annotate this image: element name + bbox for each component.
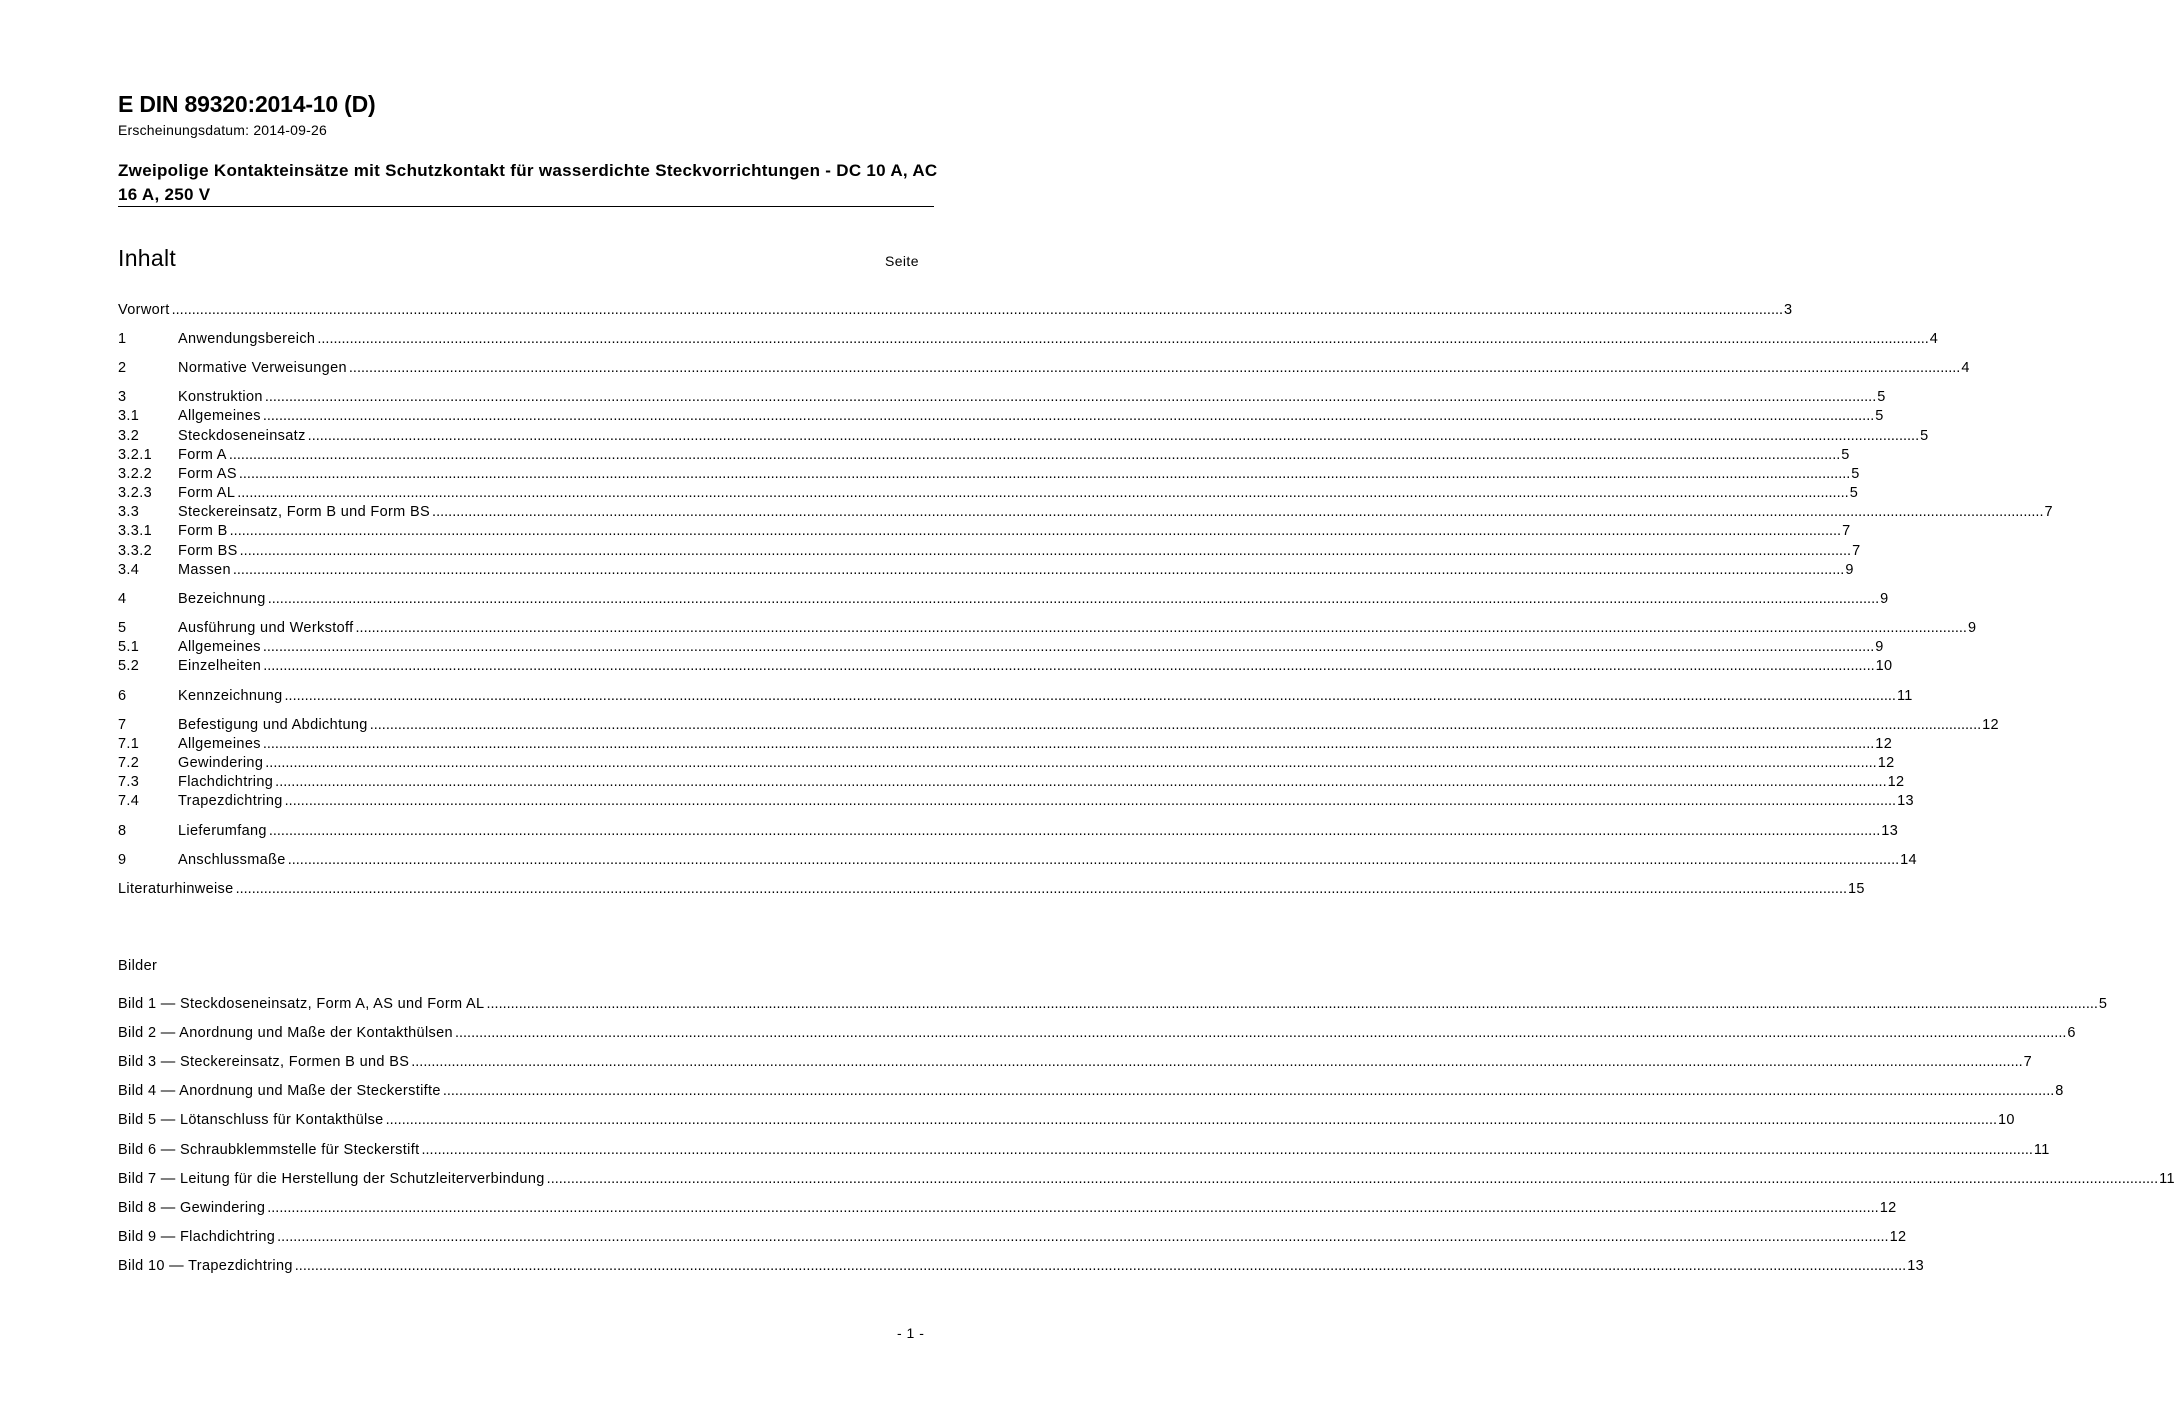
figures-heading: Bilder [118,958,158,974]
toc-entry-title: Ausführung und Werkstoff [178,620,354,636]
dot-leader: ................................................................................................................................................................................................................................................................................................................................................................................................................ [454,1025,2067,1041]
figure-entry[interactable] [118,1229,1907,1248]
toc-entry-page: 9 [1967,620,1977,636]
toc-entry[interactable] [118,717,1999,736]
figure-entry[interactable] [118,996,2108,1015]
toc-entry-title: Bild 6 — Schraubklemmstelle für Steckerstift [118,1142,420,1158]
toc-entry-number: 3.2.1 [118,447,152,463]
toc-entry-title: Konstruktion [178,389,263,405]
toc-entry-page: 6 [2067,1025,2076,1041]
toc-entry-title: Bezeichnung [178,591,266,607]
dot-leader: ................................................................................................................................................................................................................................................................................................................................................................................................................ [262,408,1875,424]
toc-entry-title: Trapezdichtring [178,793,283,809]
toc-entry[interactable] [118,360,1970,379]
toc-entry-page: 11 [2033,1142,2050,1158]
dot-leader: ................................................................................................................................................................................................................................................................................................................................................................................................................ [265,755,1877,771]
figure-entry[interactable] [118,1083,2064,1102]
toc-entry-page: 10 [1875,658,1893,674]
toc-entry-page: 10 [1998,1112,2015,1128]
toc-entry[interactable] [118,658,1893,677]
dot-leader: ................................................................................................................................................................................................................................................................................................................................................................................................................ [239,543,1852,559]
toc-entry-title: Befestigung und Abdichtung [178,717,368,733]
toc-entry-number: 5 [118,620,127,636]
dot-leader: ................................................................................................................................................................................................................................................................................................................................................................................................................ [267,1200,1879,1216]
toc-entry-number: 4 [118,591,127,607]
toc-entry-title: Anwendungsbereich [178,331,316,347]
toc-entry[interactable] [118,639,1884,658]
toc-entry-title: Steckereinsatz, Form B und Form BS [178,504,431,520]
toc-entry-number: 5.2 [118,658,140,674]
toc-entry[interactable] [118,620,1977,639]
dot-leader: ................................................................................................................................................................................................................................................................................................................................................................................................................ [432,504,2044,520]
dot-leader: ................................................................................................................................................................................................................................................................................................................................................................................................................ [262,736,1875,752]
toc-entry[interactable] [118,736,1893,755]
toc-entry-number: 3.4 [118,562,140,578]
figure-entry[interactable] [118,1112,2015,1131]
toc-entry-page: 14 [1900,852,1917,868]
toc-entry-title: Gewindering [178,755,264,771]
toc-entry-page: 11 [2159,1171,2175,1187]
toc-entry-title: Form AS [178,466,237,482]
toc-entry-page: 12 [1877,755,1895,771]
toc-entry-page: 7 [1852,543,1861,559]
dot-leader: ................................................................................................................................................................................................................................................................................................................................................................................................................ [267,591,1880,607]
toc-entry[interactable] [118,408,1884,427]
toc-entry-page: 3 [1784,302,1793,318]
toc-entry-number: 9 [118,852,127,868]
toc-entry-number: 3.3.2 [118,543,152,559]
toc-entry-page: 5 [2098,996,2108,1012]
toc-entry-page: 11 [1896,688,1913,704]
dot-leader: ................................................................................................................................................................................................................................................................................................................................................................................................................ [264,389,1877,405]
toc-heading: Inhalt [118,245,177,271]
dot-leader: ................................................................................................................................................................................................................................................................................................................................................................................................................ [268,823,1881,839]
dot-leader: ................................................................................................................................................................................................................................................................................................................................................................................................................ [442,1083,2055,1099]
dot-leader: ................................................................................................................................................................................................................................................................................................................................................................................................................ [348,360,1961,376]
toc-entry-page: 12 [1982,717,1999,733]
document-title: Zweipolige Kontakteinsätze mit Schutzkontakt für wasserdichte Steckvorrichtungen - DC 10 A, AC 16 A, 250 V [118,161,938,204]
toc-entry-page: 5 [1841,447,1850,463]
dot-leader: ................................................................................................................................................................................................................................................................................................................................................................................................................ [546,1171,2159,1187]
toc-entry[interactable] [118,881,1865,900]
toc-entry-number: 2 [118,360,127,376]
toc-entry-title: Form B [178,523,228,539]
title-divider [118,206,934,207]
toc-entry[interactable] [118,562,1854,581]
dot-leader: ................................................................................................................................................................................................................................................................................................................................................................................................................ [355,620,1967,636]
toc-entry-title: Vorwort [118,302,170,318]
toc-entry-page: 9 [1845,562,1854,578]
toc-entry[interactable] [118,774,1905,793]
dot-leader: ................................................................................................................................................................................................................................................................................................................................................................................................................ [284,688,1896,704]
toc-entry-title: Anschlussmaße [178,852,286,868]
figure-entry[interactable] [118,1142,2050,1161]
toc-entry-title: Normative Verweisungen [178,360,347,376]
dot-leader: ................................................................................................................................................................................................................................................................................................................................................................................................................ [262,639,1875,655]
dot-leader: ................................................................................................................................................................................................................................................................................................................................................................................................................ [171,302,1784,318]
toc-entry-title: Form A [178,447,227,463]
toc-entry-page: 4 [1961,360,1970,376]
dot-leader: ................................................................................................................................................................................................................................................................................................................................................................................................................ [275,774,1887,790]
toc-entry-number: 7.3 [118,774,140,790]
figure-entry[interactable] [118,1025,2076,1044]
document-id: E DIN 89320:2014-10 (D) [118,91,376,117]
toc-entry-page: 8 [2055,1083,2064,1099]
toc-entry[interactable] [118,428,1929,447]
toc-entry-page: 5 [1920,428,1929,444]
toc-entry-page: 7 [2044,504,2053,520]
toc-entry-number: 3.3.1 [118,523,152,539]
toc-entry-page: 13 [1907,1258,1925,1274]
dot-leader: ................................................................................................................................................................................................................................................................................................................................................................................................................ [486,996,2098,1012]
toc-entry-page: 15 [1848,881,1865,897]
dot-leader: ................................................................................................................................................................................................................................................................................................................................................................................................................ [294,1258,1907,1274]
toc-entry-page: 12 [1887,774,1905,790]
dot-leader: ................................................................................................................................................................................................................................................................................................................................................................................................................ [263,658,1875,674]
toc-entry-number: 3.2.2 [118,466,152,482]
toc-entry-page: 5 [1875,408,1884,424]
toc-entry[interactable] [118,504,2053,523]
toc-entry-title: Bild 3 — Steckereinsatz, Formen B und BS [118,1054,410,1070]
toc-entry-number: 3.3 [118,504,140,520]
toc-entry-number: 7.2 [118,755,140,771]
toc-entry-title: Literaturhinweise [118,881,234,897]
dot-leader: ................................................................................................................................................................................................................................................................................................................................................................................................................ [232,562,1845,578]
toc-entry-title: Allgemeines [178,736,261,752]
toc-entry-number: 3.1 [118,408,140,424]
toc-entry-title: Flachdichtring [178,774,274,790]
toc-entry-title: Lieferumfang [178,823,267,839]
toc-entry-number: 3.2.3 [118,485,152,501]
toc-entry[interactable] [118,302,1793,321]
toc-entry-number: 8 [118,823,127,839]
toc-entry-page: 5 [1849,485,1859,501]
toc-entry-title: Bild 5 — Lötanschluss für Kontakthülse [118,1112,384,1128]
toc-entry-title: Allgemeines [178,408,261,424]
figure-entry[interactable] [118,1171,2175,1190]
toc-entry-title: Bild 9 — Flachdichtring [118,1229,276,1245]
figure-entry[interactable] [118,1258,1925,1277]
page-number: - 1 - [897,1325,925,1341]
toc-entry-page: 5 [1851,466,1860,482]
toc-entry-number: 3 [118,389,127,405]
toc-entry[interactable] [118,466,1860,485]
dot-leader: ................................................................................................................................................................................................................................................................................................................................................................................................................ [287,852,1900,868]
toc-entry[interactable] [118,793,1914,812]
figure-entry[interactable] [118,1054,2033,1073]
dot-leader: ................................................................................................................................................................................................................................................................................................................................................................................................................ [411,1054,2023,1070]
dot-leader: ................................................................................................................................................................................................................................................................................................................................................................................................................ [228,447,1841,463]
dot-leader: ................................................................................................................................................................................................................................................................................................................................................................................................................ [237,485,1849,501]
toc-entry-number: 3.2 [118,428,140,444]
toc-entry[interactable] [118,447,1850,466]
toc-entry-number: 7.4 [118,793,140,809]
toc-entry-title: Bild 1 — Steckdoseneinsatz, Form A, AS und Form AL [118,996,485,1012]
dot-leader: ................................................................................................................................................................................................................................................................................................................................................................................................................ [369,717,1982,733]
toc-entry-page: 9 [1880,591,1889,607]
toc-entry[interactable] [118,755,1895,774]
dot-leader: ................................................................................................................................................................................................................................................................................................................................................................................................................ [238,466,1851,482]
toc-entry-number: 5.1 [118,639,140,655]
toc-entry-page: 7 [2023,1054,2033,1070]
toc-entry-number: 1 [118,331,127,347]
toc-entry-page: 12 [1879,1200,1897,1216]
toc-entry-number: 6 [118,688,127,704]
toc-entry-title: Bild 2 — Anordnung und Maße der Kontakthülsen [118,1025,453,1041]
toc-entry-title: Form BS [178,543,238,559]
dot-leader: ................................................................................................................................................................................................................................................................................................................................................................................................................ [277,1229,1889,1245]
figure-entry[interactable] [118,1200,1897,1219]
toc-entry[interactable] [118,331,1939,350]
toc-entry[interactable] [118,543,1861,562]
dot-leader: ................................................................................................................................................................................................................................................................................................................................................................................................................ [421,1142,2033,1158]
toc-entry-title: Einzelheiten [178,658,262,674]
toc-entry-page: 12 [1875,736,1893,752]
toc-page-label: Seite [885,253,919,269]
toc-entry[interactable] [118,389,1886,408]
toc-entry[interactable] [118,485,1859,504]
dot-leader: ................................................................................................................................................................................................................................................................................................................................................................................................................ [235,881,1848,897]
toc-entry-title: Allgemeines [178,639,261,655]
toc-entry-page: 5 [1877,389,1886,405]
issue-date: Erscheinungsdatum: 2014-09-26 [118,122,327,138]
dot-leader: ................................................................................................................................................................................................................................................................................................................................................................................................................ [284,793,1897,809]
dot-leader: ................................................................................................................................................................................................................................................................................................................................................................................................................ [385,1112,1998,1128]
toc-entry-number: 7 [118,717,127,733]
dot-leader: ................................................................................................................................................................................................................................................................................................................................................................................................................ [229,523,1842,539]
toc-entry-title: Bild 10 — Trapezdichtring [118,1258,293,1274]
toc-entry-page: 12 [1889,1229,1907,1245]
toc-entry[interactable] [118,823,1899,842]
toc-entry-title: Bild 7 — Leitung für die Herstellung der Schutzleiterverbindung [118,1171,545,1187]
toc-entry-title: Kennzeichnung [178,688,283,704]
toc-entry-page: 4 [1929,331,1939,347]
toc-entry-title: Bild 4 — Anordnung und Maße der Steckerstifte [118,1083,441,1099]
toc-entry-number: 7.1 [118,736,140,752]
toc-entry[interactable] [118,688,1913,707]
toc-entry-page: 9 [1875,639,1884,655]
toc-entry-page: 7 [1842,523,1851,539]
dot-leader: ................................................................................................................................................................................................................................................................................................................................................................................................................ [317,331,1929,347]
toc-entry-title: Form AL [178,485,236,501]
toc-entry-title: Steckdoseneinsatz [178,428,306,444]
toc-entry[interactable] [118,591,1889,610]
dot-leader: ................................................................................................................................................................................................................................................................................................................................................................................................................ [307,428,1920,444]
toc-entry-title: Massen [178,562,231,578]
toc-entry[interactable] [118,852,1917,871]
toc-entry-title: Bild 8 — Gewindering [118,1200,266,1216]
toc-entry[interactable] [118,523,1851,542]
toc-entry-page: 13 [1881,823,1899,839]
toc-entry-page: 13 [1897,793,1914,809]
